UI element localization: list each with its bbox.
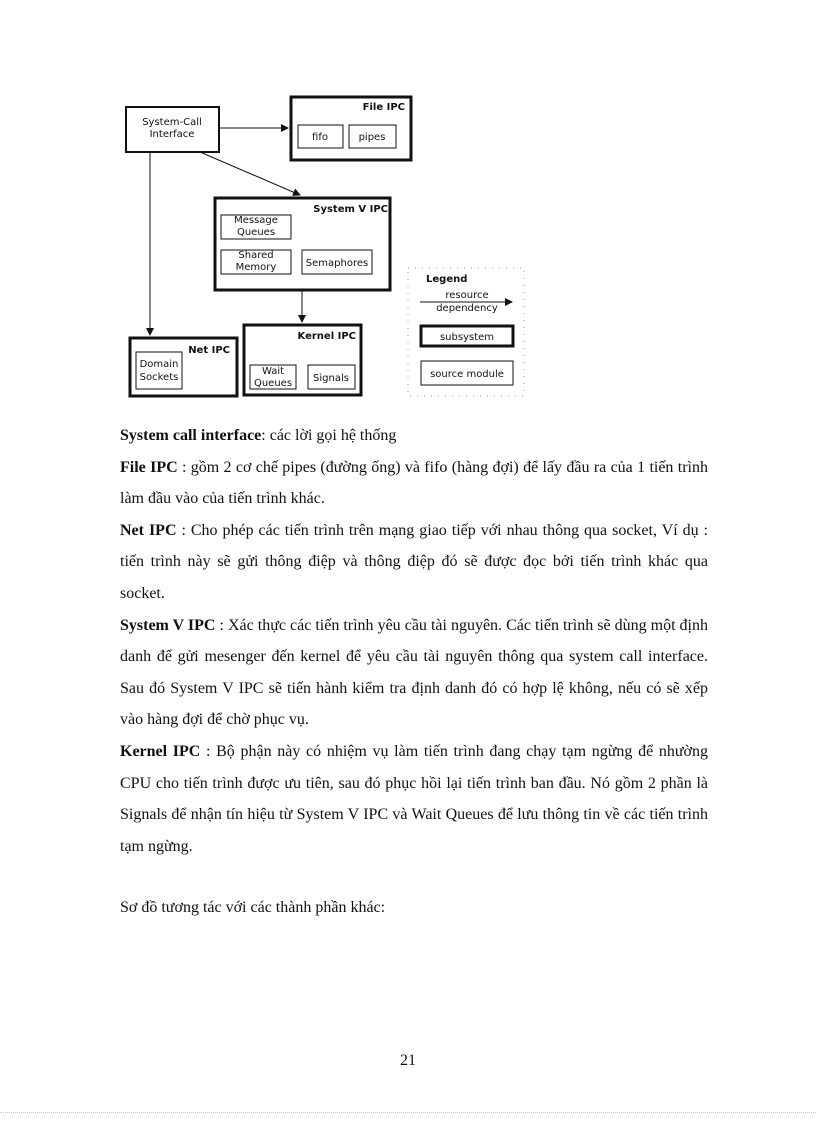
page-number: 21 bbox=[400, 1052, 416, 1069]
syscall-interface-box bbox=[126, 107, 219, 152]
domain-sockets-line2: Sockets bbox=[139, 372, 179, 383]
system-v-ipc-box bbox=[215, 198, 390, 290]
net-ipc-box bbox=[130, 338, 237, 396]
domain-sockets-line1: Domain bbox=[139, 359, 179, 370]
closing-line: Sơ đồ tương tác với các thành phần khác: bbox=[120, 899, 386, 917]
paragraph-system-v-ipc bbox=[120, 610, 708, 736]
legend-dep-line2: dependency bbox=[436, 303, 498, 314]
desc-net-ipc: : Cho phép các tiến trình trên mạng giao tiếp với nhau thông qua socket, Ví dụ : tiến trình này sẽ gửi thông điệp và thông điệp đó sẽ được đọc bởi tiến trình khác qua socket. bbox=[120, 521, 708, 602]
term-system-v-ipc: System V IPC bbox=[120, 616, 216, 634]
term-system-call: System call interface bbox=[120, 427, 262, 444]
paragraph-kernel-ipc bbox=[120, 736, 708, 862]
system-v-title: System V IPC bbox=[313, 204, 388, 215]
desc-system-call: : các lời gọi hệ thống bbox=[261, 427, 397, 444]
paragraph-file-ipc bbox=[120, 452, 708, 515]
legend bbox=[408, 268, 524, 396]
syscall-line2: Interface bbox=[149, 129, 195, 140]
kernel-ipc-box bbox=[244, 325, 361, 395]
arrow-syscall-to-system-v bbox=[200, 152, 300, 195]
kernel-ipc-title: Kernel IPC bbox=[297, 331, 356, 342]
term-net-ipc: Net IPC bbox=[120, 521, 177, 539]
net-ipc-title: Net IPC bbox=[188, 345, 230, 356]
legend-title: Legend bbox=[426, 274, 468, 285]
term-file-ipc: File IPC bbox=[120, 458, 178, 476]
pipes-module: pipes bbox=[358, 132, 386, 143]
shared-memory-line1: Shared bbox=[238, 250, 274, 261]
legend-source-module: source module bbox=[430, 369, 504, 380]
wait-queues-line1: Wait bbox=[261, 366, 285, 377]
desc-system-v-ipc: : Xác thực các tiến trình yêu cầu tài nguyên. Các tiến trình sẽ dùng một định danh để gửi mesenger đến kernel để yêu cầu tài nguyên thông qua system call interface. Sau đó System V IPC sẽ tiến hành kiểm tra định danh đó có hợp lệ không, nếu có sẽ xếp vào hàng đợi để chờ phục vụ. bbox=[120, 616, 708, 729]
message-queues-line1: Message bbox=[234, 215, 278, 226]
signals-module: Signals bbox=[313, 373, 349, 384]
file-ipc-title: File IPC bbox=[362, 102, 405, 113]
desc-file-ipc: : gồm 2 cơ chế pipes (đường ống) và fifo (hàng đợi) để lấy đầu ra của 1 tiến trình làm đầu vào của tiến trình khác. bbox=[120, 458, 708, 508]
semaphores-module: Semaphores bbox=[305, 258, 369, 269]
term-kernel-ipc: Kernel IPC bbox=[120, 742, 201, 760]
legend-dep-line1: resource bbox=[445, 290, 489, 301]
shared-memory-line2: Memory bbox=[235, 262, 277, 273]
syscall-line1: System-Call bbox=[142, 117, 202, 128]
paragraph-gap bbox=[120, 862, 708, 892]
body-text bbox=[120, 420, 708, 924]
fifo-module: fifo bbox=[312, 132, 328, 143]
message-queues-line2: Queues bbox=[236, 227, 276, 238]
paragraph-net-ipc bbox=[120, 515, 708, 610]
desc-kernel-ipc: : Bộ phận này có nhiệm vụ làm tiến trình đang chạy tạm ngừng để nhường CPU cho tiến trình được ưu tiên, sau đó phục hồi lại tiến trình ban đầu. Nó gồm 2 phần là Signals để nhận tín hiệu từ System V IPC và Wait Queues để lưu thông tin về các tiến trình tạm ngừng. bbox=[120, 742, 708, 855]
paragraph-system-call bbox=[120, 420, 708, 452]
legend-subsystem: subsystem bbox=[439, 332, 495, 343]
ipc-architecture-diagram bbox=[0, 0, 816, 410]
file-ipc-box bbox=[291, 97, 411, 160]
wait-queues-line2: Queues bbox=[253, 378, 293, 389]
bottom-rule bbox=[0, 1112, 816, 1113]
